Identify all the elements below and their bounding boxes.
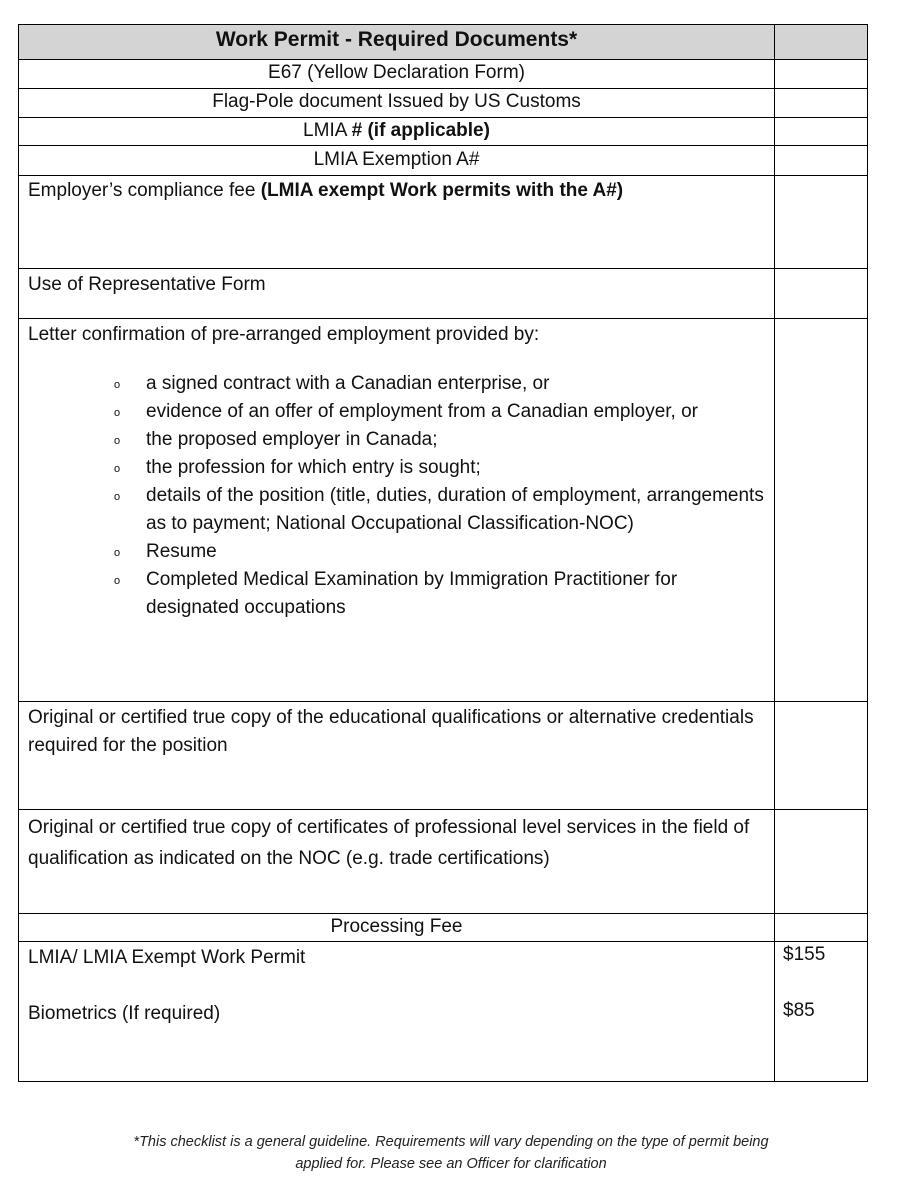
list-item: o details of the position (title, duties, duration of employment, arrangements as to payment; National Occupational Classification-NOC) <box>114 482 764 538</box>
table-row <box>19 60 867 89</box>
list-item: o a signed contract with a Canadian enterprise, or <box>114 370 764 398</box>
table-row <box>19 914 867 942</box>
lmia-label <box>19 120 774 142</box>
footer-line-2: applied for. Please see an Officer for clarification <box>295 1156 607 1172</box>
compliance-prefix: Employer’s compliance fee <box>28 180 261 201</box>
bullet-icon: o <box>114 435 121 447</box>
page-title: Work Permit - Required Documents* <box>215 28 578 51</box>
list-item: o evidence of an offer of employment from a Canadian employer, or <box>114 398 764 426</box>
certificates-label: Original or certified true copy of certificates of professional level services in the field of qualification as indicated on the NOC (e.g. trade certifications) <box>28 817 750 869</box>
bullet-icon: o <box>114 407 121 419</box>
column-divider <box>774 25 775 1081</box>
fees-row <box>19 942 867 1083</box>
table-row <box>19 89 867 118</box>
footer-line-1: *This checklist is a general guideline. Requirements will vary depending on the type of permit being <box>133 1134 769 1150</box>
bullet-icon: o <box>114 575 121 587</box>
processing-fee-header: Processing Fee <box>330 916 463 937</box>
table-row <box>19 176 867 269</box>
flagpole-label: Flag-Pole document Issued by US Customs <box>212 91 581 112</box>
footer-note <box>40 1131 862 1175</box>
table-header-row <box>19 25 867 60</box>
letter-intro: Letter confirmation of pre-arranged employment provided by: <box>28 324 540 345</box>
list-item: o Completed Medical Examination by Immigration Practitioner for designated occupations <box>114 566 764 622</box>
table-row <box>19 118 867 146</box>
lmia-prefix: LMIA <box>303 120 352 141</box>
fee-label-permit: LMIA/ LMIA Exempt Work Permit <box>28 947 306 968</box>
checklist-table <box>18 24 868 1082</box>
table-row <box>19 810 867 914</box>
table-row <box>19 269 867 319</box>
compliance-note: (LMIA exempt Work permits with the A#) <box>260 180 624 201</box>
fee-label-biometrics: Biometrics (If required) <box>28 1003 221 1024</box>
education-label: Original or certified true copy of the educational qualifications or alternative credentials required for the position <box>28 707 754 756</box>
bullet-icon: o <box>114 463 121 475</box>
bullet-icon: o <box>114 491 121 503</box>
fee-amount-permit: $155 <box>783 944 826 965</box>
table-row <box>19 319 867 702</box>
lmia-applicable-note: # (if applicable) <box>351 120 490 141</box>
table-row <box>19 146 867 176</box>
lmia-exemption-label: LMIA Exemption A# <box>313 149 480 170</box>
representative-form-label: Use of Representative Form <box>28 274 266 295</box>
list-item: o the profession for which entry is sought; <box>114 454 764 482</box>
compliance-fee-label <box>28 177 763 205</box>
list-item: o Resume <box>114 538 764 566</box>
list-item: o the proposed employer in Canada; <box>114 426 764 454</box>
bullet-icon: o <box>114 379 121 391</box>
bullet-icon: o <box>114 547 121 559</box>
fee-amount-biometrics: $85 <box>783 1000 815 1021</box>
table-row <box>19 702 867 810</box>
e67-label: E67 (Yellow Declaration Form) <box>268 62 525 83</box>
letter-bullet-list <box>114 370 764 622</box>
